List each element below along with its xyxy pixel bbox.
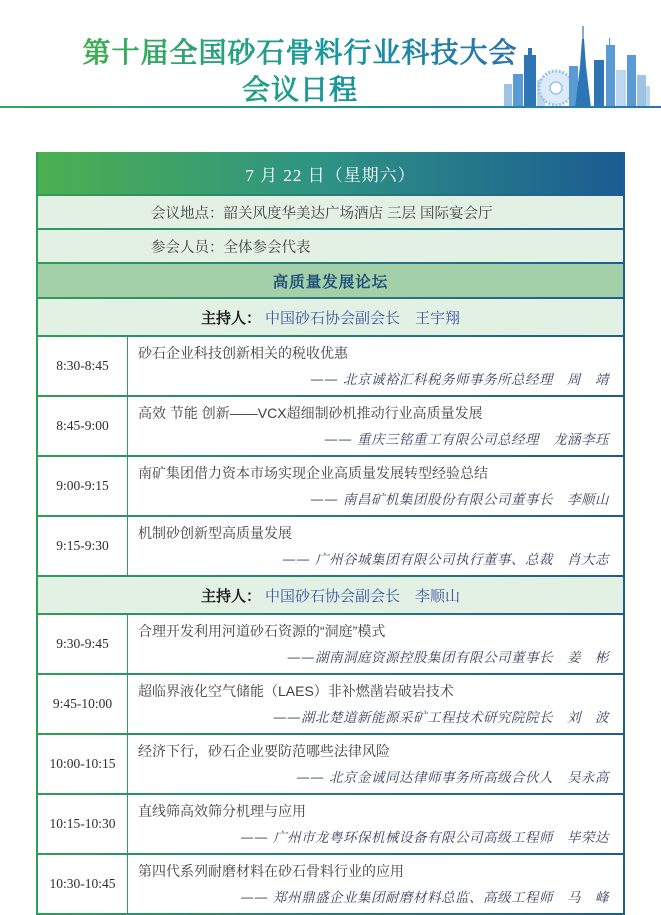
host-label: 主持人： [200,309,261,327]
session-title: 直线筛高效筛分机理与应用 [138,803,306,819]
session-content [128,795,623,853]
session-title: 合理开发利用河道砂石资源的“洞庭”模式 [138,623,386,639]
session-content [128,675,623,733]
session-speaker: —— 南昌矿机集团股份有限公司董事长 李顺山 [310,492,609,508]
session-time: 10:30-10:45 [38,855,128,913]
session-time: 9:30-9:45 [38,615,128,673]
date-text: 7 月 22 日（星期六） [245,165,416,185]
city-skyline-illustration [503,24,651,110]
session-time: 10:00-10:15 [38,735,128,793]
session-row-9 [38,855,623,915]
session-time: 9:15-9:30 [38,517,128,575]
session-title: 经济下行，砂石企业要防范哪些法律风险 [138,743,390,759]
host-name: 中国砂石协会副会长 王宇翔 [265,309,461,327]
page-header [0,0,661,118]
session-row-8 [38,795,623,855]
host-label: 主持人： [200,587,261,605]
skyline-buildings [504,26,650,108]
session-time: 9:45-10:00 [38,675,128,733]
conference-title-line2: 会议日程 [241,74,358,105]
session-speaker: —— 广州谷城集团有限公司执行董事、总裁 肖大志 [282,552,609,568]
session-content [128,735,623,793]
location-text: 会议地点：韶关风度华美达广场酒店 三层 国际宴会厅 [151,205,493,222]
session-title: 高效 节能 创新——VCX超细制砂机推动行业高质量发展 [138,405,483,421]
session-row-7 [38,735,623,795]
header-divider-line [0,106,661,108]
session-row-3 [38,457,623,517]
session-row-6 [38,675,623,735]
session-row-1 [38,337,623,397]
session-content [128,457,623,515]
session-title: 南矿集团借力资本市场实现企业高质量发展转型经验总结 [138,465,488,481]
session-time: 10:15-10:30 [38,795,128,853]
session-speaker: ——湖北楚道新能源采矿工程技术研究院院长 刘 波 [273,710,609,726]
location-row [38,196,623,230]
session-speaker: —— 郑州鼎盛企业集团耐磨材料总监、高级工程师 马 峰 [240,890,609,906]
host-row-2 [38,577,623,615]
session-time: 8:30-8:45 [38,337,128,395]
session-title: 机制砂创新型高质量发展 [138,525,292,541]
session-content [128,517,623,575]
attendees-text: 参会人员：全体参会代表 [151,239,311,256]
conference-title-line1: 第十届全国砂石骨料行业科技大会 [82,37,518,68]
session-content [128,855,623,913]
session-content [128,337,623,395]
session-speaker: —— 北京金诚同达律师事务所高级合伙人 吴永高 [296,770,609,786]
host-row-1 [38,299,623,337]
schedule-table [36,152,625,915]
forum-title-text: 高质量发展论坛 [272,273,389,291]
session-time: 8:45-9:00 [38,397,128,455]
session-content [128,615,623,673]
session-title: 砂石企业科技创新相关的税收优惠 [138,345,348,361]
session-speaker: —— 北京诚裕汇科税务师事务所总经理 周 靖 [310,372,609,388]
session-row-5 [38,615,623,675]
session-content [128,397,623,455]
conference-title [40,34,560,108]
session-row-4 [38,517,623,577]
session-time: 9:00-9:15 [38,457,128,515]
session-row-2 [38,397,623,457]
host-name: 中国砂石协会副会长 李顺山 [265,587,461,605]
attendees-row [38,230,623,264]
session-speaker: —— 重庆三铭重工有限公司总经理 龙涵李珏 [324,432,609,448]
session-speaker: —— 广州市龙粤环保机械设备有限公司高级工程师 毕荣达 [240,830,609,846]
session-title: 第四代系列耐磨材料在砂石骨料行业的应用 [138,863,404,879]
session-title: 超临界液化空气储能（LAES）非补燃凿岩破岩技术 [138,683,454,699]
forum-title-row [38,264,623,299]
date-header-row [38,152,623,196]
session-speaker: ——湖南洞庭资源控股集团有限公司董事长 姜 彬 [287,650,609,666]
